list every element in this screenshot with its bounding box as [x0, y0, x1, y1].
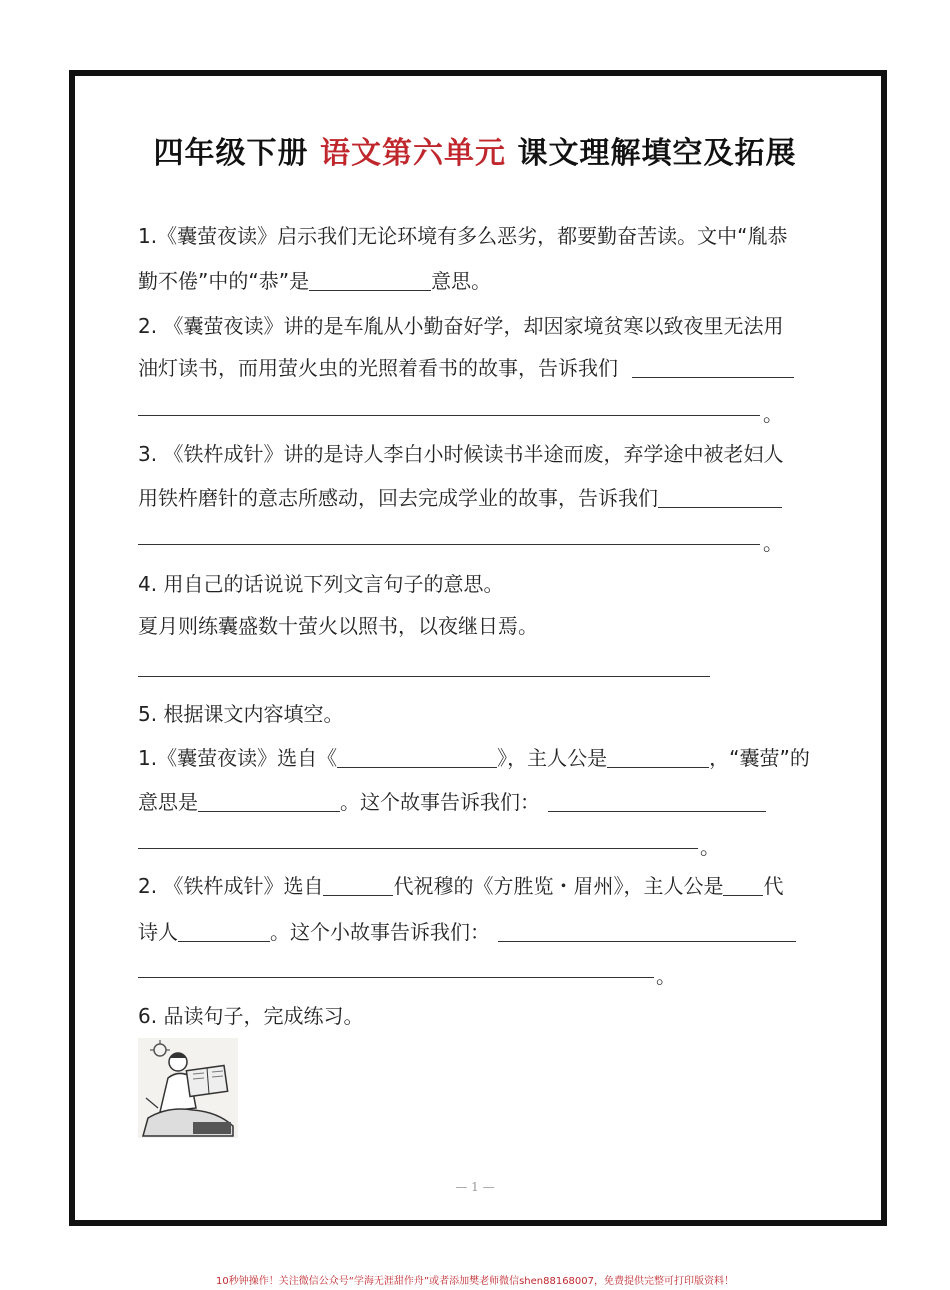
q5-s2-text-d: 诗人: [138, 920, 178, 944]
q5-s1-end-mark: 。: [700, 835, 720, 859]
q3-blank-b[interactable]: [138, 544, 760, 545]
q5-s1-blank-meaning[interactable]: [198, 791, 340, 812]
q5-s2-text-c: 代: [763, 874, 784, 898]
q6-head: 6. 品读句子，完成练习。: [138, 1004, 364, 1028]
q5-s1-text-c: ，“囊萤”的: [709, 746, 810, 770]
q3-line1: 3. 《铁杵成针》讲的是诗人李白小时候读书半途而废，弃学途中被老妇人: [138, 442, 784, 466]
page-number: — 1 —: [455, 1180, 495, 1194]
q4-line2: 夏月则练囊盛数十萤火以照书，以夜继日焉。: [138, 614, 538, 638]
q5-s1-blank-lesson-b[interactable]: [138, 848, 698, 849]
q3-text: 用铁杵磨针的意志所感动，回去完成学业的故事，告诉我们: [138, 486, 658, 510]
title-topic: 课文理解填空及拓展: [517, 136, 797, 171]
q5-s2-line1: [138, 870, 783, 899]
q5-s1-text-e: 。这个故事告诉我们：: [340, 790, 540, 814]
page-title: [0, 128, 950, 172]
q3-line2: [138, 482, 782, 511]
q3-end-mark: 。: [763, 531, 783, 555]
q1-line2: [138, 265, 491, 294]
footer-note: 10秒钟操作！关注微信公众号“学海无涯甜作舟”或者添加樊老师微信shen88168007，免费提供完整可打印版资料！: [215, 1276, 735, 1287]
q2-text: 油灯读书，而用萤火虫的光照着看书的故事，告诉我们: [138, 356, 618, 380]
illustration-image: [138, 1038, 238, 1138]
q5-s1-text-b: 》，主人公是: [497, 746, 608, 770]
q5-s2-blank-poet[interactable]: [178, 921, 270, 942]
q2-line1: 2. 《囊萤夜读》讲的是车胤从小勤奋好学，却因家境贫寒以致夜里无法用: [138, 314, 784, 338]
q5-s2-text-e: 。这个小故事告诉我们：: [270, 920, 490, 944]
title-grade: 四年级下册: [153, 136, 309, 171]
reading-scholar-illustration: [138, 1038, 238, 1138]
q5-s1-blank-hero[interactable]: [607, 747, 709, 768]
q5-s1-line1: [138, 742, 810, 771]
q5-s2-end-mark: 。: [656, 964, 676, 988]
q5-s2-blank-lesson-b[interactable]: [138, 977, 654, 978]
q5-s1-text-a: 1.《囊萤夜读》选自《: [138, 746, 338, 770]
q5-s2-text-b: 代祝穆的《方胜览・眉州》，主人公是: [393, 874, 724, 898]
q2-line2: [138, 352, 794, 381]
q2-blank-a[interactable]: [632, 357, 794, 378]
q5-s1-line2: [138, 786, 766, 815]
title-unit: 语文第六单元: [320, 136, 506, 171]
q5-head: 5. 根据课文内容填空。: [138, 702, 344, 726]
q1-text-a: 勤不倦”中的“恭”是: [138, 269, 310, 293]
q3-blank-a[interactable]: [658, 487, 782, 508]
q5-s2-blank-dynasty2[interactable]: [723, 875, 763, 896]
q5-s1-blank-source[interactable]: [337, 747, 497, 768]
q2-blank-b[interactable]: [138, 415, 760, 416]
q5-s1-text-d: 意思是: [138, 790, 198, 814]
q5-s2-line2: [138, 916, 796, 945]
q5-s2-blank-dynasty[interactable]: [323, 875, 393, 896]
q1-blank[interactable]: [309, 270, 431, 291]
q4-line1: 4. 用自己的话说说下列文言句子的意思。: [138, 572, 504, 596]
q1-line1: 1.《囊萤夜读》启示我们无论环境有多么恶劣，都要勤奋苦读。文中“胤恭: [138, 224, 788, 248]
q1-text-b: 意思。: [431, 269, 492, 293]
q5-s2-blank-lesson-a[interactable]: [498, 921, 796, 942]
q5-s1-blank-lesson-a[interactable]: [548, 791, 766, 812]
q4-blank[interactable]: [138, 676, 710, 677]
q5-s2-text-a: 2. 《铁杵成针》选自: [138, 874, 324, 898]
q2-end-mark: 。: [763, 402, 783, 426]
